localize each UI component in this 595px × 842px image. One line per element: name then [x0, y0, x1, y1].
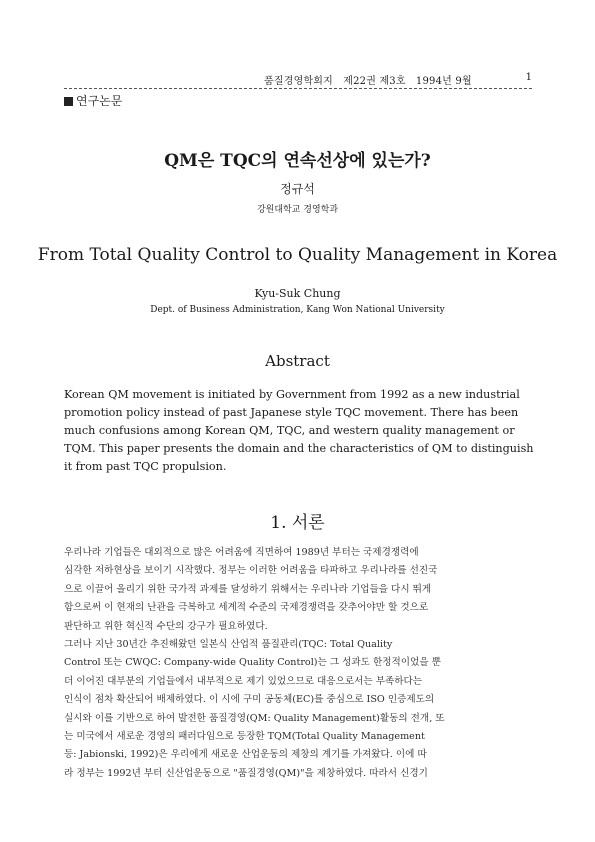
abstract-line: much confusions among Korean QM, TQC, and western quality management or — [64, 424, 515, 437]
body-line: 그러나 지난 30년간 추진해왔던 일본식 산업적 품질관리(TQC: Total Quality — [64, 639, 393, 651]
section-label-text: 연구논문 — [76, 94, 123, 108]
running-header — [64, 72, 532, 89]
title-korean: QM은 TQC의 연속선상에 있는가? — [164, 151, 431, 171]
body-line: 함으로써 이 현재의 난관을 극복하고 세계적 수준의 국제경쟁력을 갖추어야만 할 것으로 — [64, 602, 429, 614]
body-line: Control 또는 CWQC: Company-wide Quality Control)는 그 성과도 한정적이었을 뿐 — [64, 657, 441, 669]
body-line: 더 이어진 대부분의 기업들에서 내부적으로 제기 있었으므로 대응으로서는 부족하다는 — [64, 675, 423, 687]
abstract-line: TQM. This paper presents the domain and the characteristics of QM to distinguish — [64, 442, 534, 455]
body-line: 인식이 점차 확산되어 배제하였다. 이 시에 구미 공동체(EC)를 중심으로 ISO 인증제도의 — [64, 694, 435, 706]
affiliation-english: Dept. of Business Administration, Kang Won National University — [150, 305, 445, 315]
square-bullet-icon — [64, 97, 73, 106]
body-line: 실시와 이를 기반으로 하여 발전한 품질경영(QM: Quality Management)활동의 전개, 또 — [64, 712, 445, 724]
body-line: 우리나라 기업들은 대외적으로 많은 어려움에 직면하여 1989년 부터는 국제경쟁력에 — [64, 547, 419, 558]
body-line: 판단하고 위한 혁신적 수단의 강구가 필요하였다. — [64, 620, 268, 632]
body-text — [64, 544, 534, 783]
abstract-line: Korean QM movement is initiated by Government from 1992 as a new industrial — [64, 388, 520, 401]
abstract-body — [64, 386, 534, 476]
page-number: 1 — [525, 72, 532, 83]
body-line: 으로 이끌어 올리기 위한 국가적 과제를 달성하기 위해서는 우리나라 기업들을 다시 뛰게 — [64, 583, 432, 595]
body-line: 라 정부는 1992년 부터 신산업운동으로 "품질경영(QM)"을 제창하였다. 따라서 신경기 — [64, 767, 428, 779]
author-english: Kyu-Suk Chung — [254, 287, 341, 300]
section-label — [64, 92, 122, 109]
abstract-heading: Abstract — [265, 352, 330, 370]
section-heading: 1. 서론 — [270, 513, 325, 533]
journal-info: 품질경영학회지 제22권 제3호 1994년 9월 — [264, 76, 472, 87]
body-line: 등: Jabionski, 1992)은 우리에게 새로운 산업운동의 제창의 계기를 가져왔다. 이에 따 — [64, 749, 427, 761]
abstract-line: it from past TQC propulsion. — [64, 460, 227, 473]
title-english: From Total Quality Control to Quality Management in Korea — [37, 245, 558, 265]
body-line: 는 미국에서 새로운 경영의 패러다임으로 등장한 TQM(Total Quality Management — [64, 731, 425, 743]
body-line: 심각한 저하현상을 보이기 시작했다. 정부는 이러한 어려움을 타파하고 우리나라를 선진국 — [64, 565, 438, 577]
author-korean: 정규석 — [280, 182, 315, 196]
affiliation-korean: 강원대학교 경영학과 — [256, 205, 339, 215]
abstract-line: promotion policy instead of past Japanese style TQC movement. There has been — [64, 406, 519, 419]
